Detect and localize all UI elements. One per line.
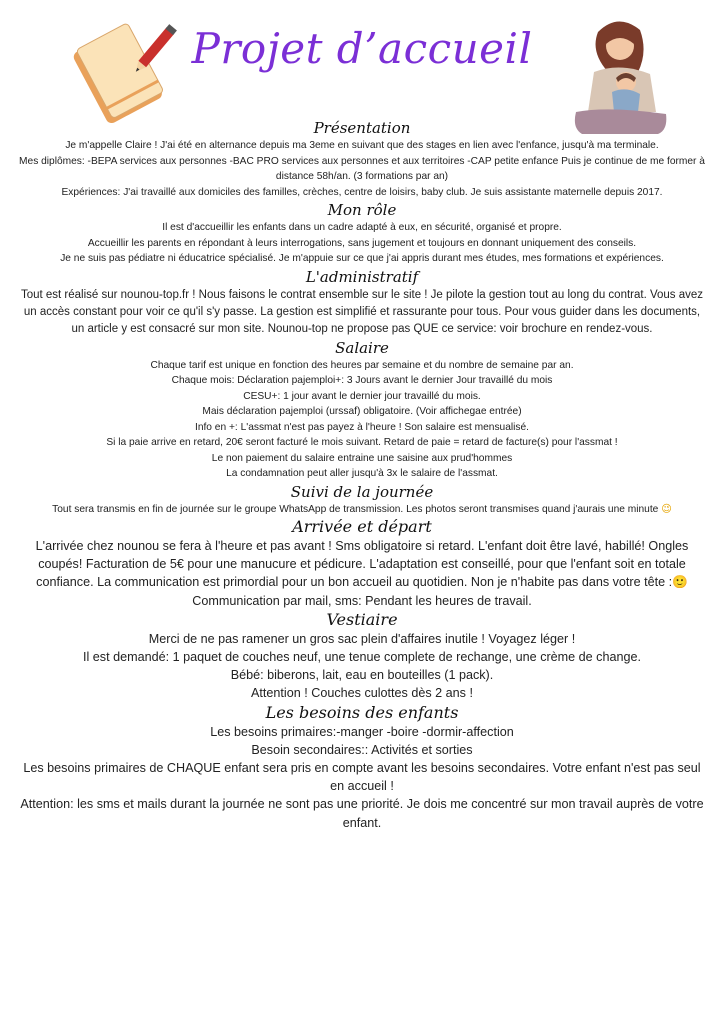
section-arrivee <box>18 517 706 610</box>
salaire-line: Chaque tarif est unique en fonction des heures par semaine et du nombre de semaine par an. <box>150 359 574 371</box>
section-salaire <box>18 338 706 482</box>
role-line: Il est d'accueillir les enfants dans un cadre adapté à eux, en sécurité, organisé et propre. <box>162 222 562 233</box>
document-body <box>18 118 706 832</box>
vestiaire-line: Bébé: biberons, lait, eau en bouteilles (1 pack). <box>230 668 494 683</box>
page-title: Projet d’accueil <box>191 24 533 73</box>
admin-line: Tout est réalisé sur nounou-top.fr ! Nous faisons le contrat ensemble sur le site ! Je pilote la gestion tout au long du contrat. Vous avez un accès constant pour voir ce qu'il s'y passe. La gestion est simplifié et rassurante pour tous. Pour vous guider dans les documents, un article y est consacré sur mon site. Nounou-top ne propose pas QUE ce service: voir brochure en rendez-vous. <box>20 288 704 335</box>
vestiaire-line: Attention ! Couches culottes dès 2 ans ! <box>251 686 473 701</box>
salaire-line: Chaque mois: Déclaration pajemploi+: 3 Jours avant le dernier Jour travaillé du mois <box>171 375 553 386</box>
section-vestiaire <box>18 610 706 703</box>
besoins-line: Besoin secondaires:: Activités et sorties <box>251 742 473 757</box>
salaire-line: CESU+: 1 jour avant le dernier jour travaillé du mois. <box>243 390 481 402</box>
heading-besoins: Les besoins des enfants <box>265 702 459 722</box>
arrivee-line-2: Communication par mail, sms: Pendant les heures de travail. <box>192 593 532 608</box>
salaire-line: Info en +: L'assmat n'est pas payez à l'heure ! Son salaire est mensualisé. <box>194 421 529 433</box>
heading-presentation: Présentation <box>313 119 411 137</box>
smile-emoji-icon: 🙂 <box>672 575 688 590</box>
presentation-line: Mes diplômes: -BEPA services aux personnes -BAC PRO services aux personnes et aux territoires -CAP petite enfance Puis je continue de me former à distance 58h/an. (3 formations par an) <box>19 155 705 182</box>
salaire-line: La condamnation peut aller jusqu'à 3x le salaire de l'assmat. <box>226 468 498 479</box>
role-line: Accueillir les parents en répondant à leurs interrogations, sans jugement et toujours en donnant uniquement des conseils. <box>87 237 637 249</box>
arrivee-text: L'arrivée chez nounou se fera à l'heure et pas avant ! Sms obligatoire si retard. L'enfant doit être lavé, habillé! Ongles coupés! Facturation de 5€ pour une manucure et pédicure. L'adaptation est conseillé, pour que l'enfant soit en totale confiance. La communication est primordial pour un bon accueil au quotidien. Non je n'habite pas dans votre tête : <box>35 539 689 590</box>
arrivee-line <box>18 537 706 592</box>
vestiaire-line: Il est demandé: 1 paquet de couches neuf, une tenue complete de rechange, une crème de change. <box>82 650 642 665</box>
presentation-line: Je m'appelle Claire ! J'ai été en alternance depuis ma 3eme en suivant que des stages en lien avec l'enfance, jusqu'à ma terminale. <box>65 140 659 151</box>
suivi-line <box>18 502 706 518</box>
section-admin <box>18 267 706 338</box>
heading-role: Mon rôle <box>327 201 397 219</box>
heading-admin: L'administratif <box>305 267 419 286</box>
section-besoins <box>18 703 706 832</box>
heading-vestiaire: Vestiaire <box>326 609 398 629</box>
salaire-line: Le non paiement du salaire entraine une saisine aux prud'hommes <box>211 452 513 464</box>
notebook-pencil-icon <box>70 14 180 134</box>
section-role <box>18 200 706 267</box>
vestiaire-line: Merci de ne pas ramener un gros sac plein d'affaires inutile ! Voyagez léger ! <box>148 631 576 646</box>
suivi-text: Tout sera transmis en fin de journée sur le groupe WhatsApp de transmission. Les photos seront transmises quand j'aurais une minute <box>52 503 659 515</box>
role-line: Je ne suis pas pédiatre ni éducatrice spécialisé. Je m'appuie sur ce que j'ai appris durant mes études, mes formations et expériences. <box>60 253 664 264</box>
heading-arrivee: Arrivée et départ <box>292 517 432 536</box>
heading-suivi: Suivi de la journée <box>290 482 434 501</box>
section-suivi <box>18 482 706 518</box>
besoins-line: Les besoins primaires de CHAQUE enfant sera pris en compte avant les besoins secondaires. Votre enfant n'est pas seul en accueil ! <box>23 761 701 794</box>
section-presentation <box>18 118 706 200</box>
wink-emoji-icon: 😉 <box>661 503 672 515</box>
besoins-line: Les besoins primaires:-manger -boire -dormir-affection <box>210 724 514 739</box>
presentation-line: Expériences: J'ai travaillé aux domiciles des familles, crèches, centre de loisirs, baby club. Je suis assistante maternelle depuis 2017. <box>61 186 663 198</box>
heading-salaire: Salaire <box>335 338 389 357</box>
salaire-line: Mais déclaration pajemploi (urssaf) obligatoire. (Voir affichegae entrée) <box>202 406 522 417</box>
salaire-line: Si la paie arrive en retard, 20€ seront facturé le mois suivant. Retard de paie = retard de facture(s) pour l'assmat ! <box>106 437 618 448</box>
besoins-line: Attention: les sms et mails durant la journée ne sont pas une priorité. Je dois me concentré sur mon travail auprès de votre enfant. <box>20 797 704 830</box>
